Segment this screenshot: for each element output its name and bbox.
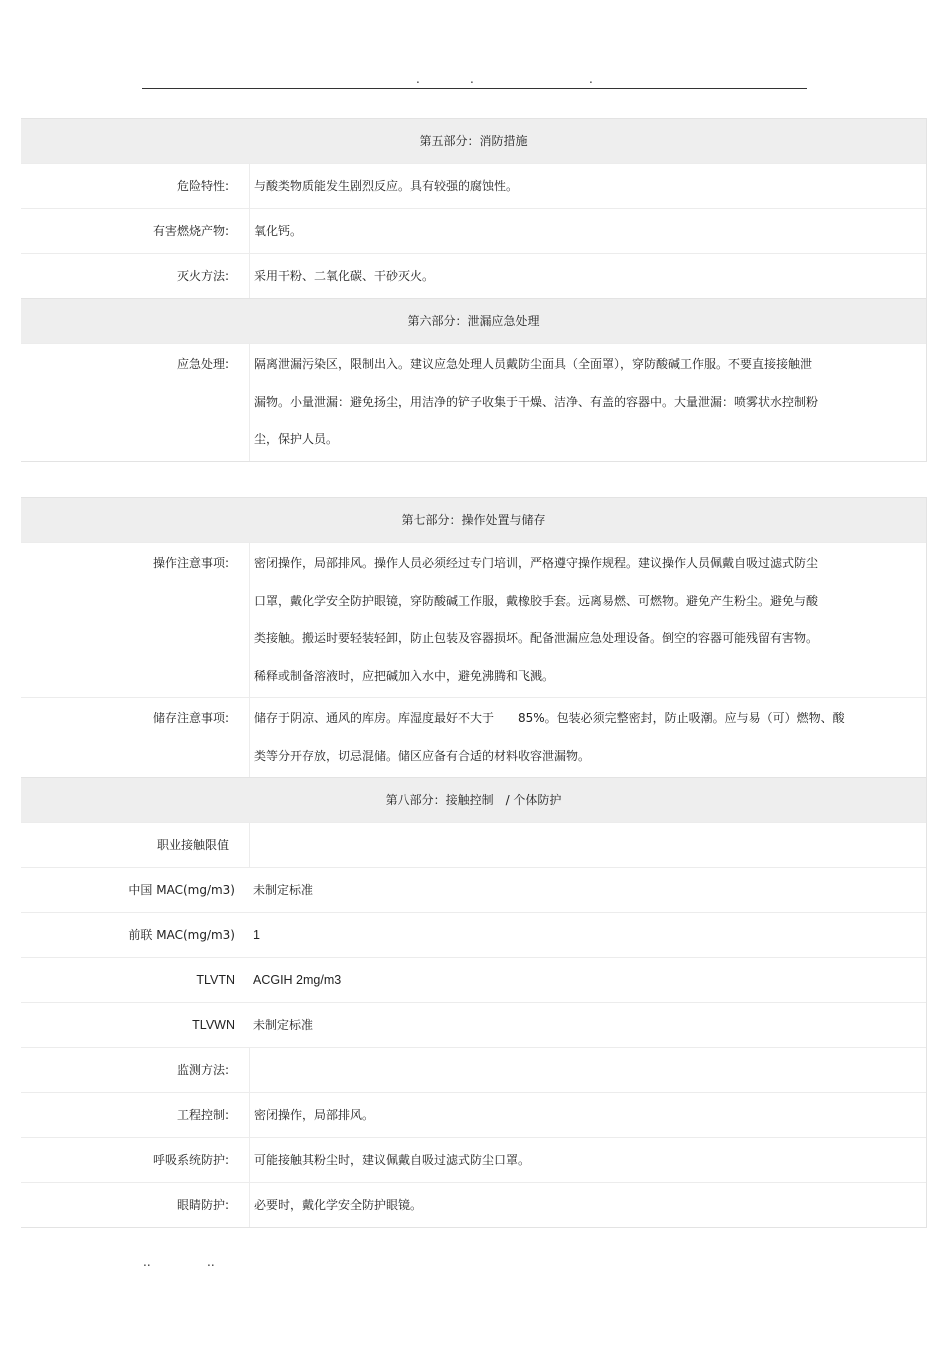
row-label: 应急处理: bbox=[176, 357, 229, 371]
table-row bbox=[21, 1047, 926, 1092]
table-row bbox=[21, 697, 926, 777]
table-row bbox=[21, 253, 926, 298]
table-row bbox=[21, 867, 926, 912]
row-label: 储存注意事项: bbox=[152, 711, 229, 725]
section-title-part7: 第七部分：操作处置与储存 bbox=[21, 497, 926, 542]
row-label: TLVTN bbox=[196, 973, 235, 987]
text-line: 类接触。搬运时要轻装轻卸，防止包装及容器损坏。配备泄漏应急处理设备。倒空的容器可能残留有害物。 bbox=[254, 631, 819, 645]
row-value: 与酸类物质能发生剧烈反应。具有较强的腐蚀性。 bbox=[249, 164, 926, 208]
table-parts-7-8 bbox=[21, 497, 927, 1228]
section-title-part5: 第五部分：消防措施 bbox=[21, 118, 926, 163]
table-row bbox=[21, 208, 926, 253]
row-label: 中国 MAC(mg/m3) bbox=[128, 883, 235, 897]
row-label: 危险特性: bbox=[176, 179, 229, 193]
footer-dots: .. bbox=[143, 1255, 151, 1269]
text-line: 密闭操作，局部排风。操作人员必须经过专门培训，严格遵守操作规程。建议操作人员佩戴自吸过滤式防尘 bbox=[254, 556, 819, 570]
row-value: 未制定标准 bbox=[253, 1018, 314, 1032]
row-label: 呼吸系统防护: bbox=[152, 1153, 229, 1167]
text-line: 尘，保护人员。 bbox=[254, 432, 339, 446]
table-row bbox=[21, 912, 926, 957]
row-label: 眼睛防护: bbox=[176, 1198, 229, 1212]
row-label: 职业接触限值 bbox=[156, 838, 229, 852]
table-row bbox=[21, 1002, 926, 1047]
section-title-part8: 第八部分：接触控制 / 个体防护 bbox=[21, 777, 926, 822]
section-title-part6: 第六部分：泄漏应急处理 bbox=[21, 298, 926, 343]
row-value: ACGIH 2mg/m3 bbox=[253, 973, 342, 987]
header-dot: . bbox=[589, 72, 593, 86]
text-line: 储存于阴凉、通风的库房。库湿度最好不大于 85%。包装必须完整密封，防止吸潮。应与易（可）燃物、酸 bbox=[254, 711, 845, 725]
table-row bbox=[21, 1182, 926, 1227]
header-rule bbox=[142, 88, 807, 89]
row-label: 有害燃烧产物: bbox=[152, 224, 229, 238]
row-value: 可能接触其粉尘时，建议佩戴自吸过滤式防尘口罩。 bbox=[249, 1138, 926, 1182]
row-value: 必要时，戴化学安全防护眼镜。 bbox=[249, 1183, 926, 1227]
row-value: 密闭操作，局部排风。 bbox=[249, 1093, 926, 1137]
row-label: TLVWN bbox=[192, 1018, 235, 1032]
row-label: 操作注意事项: bbox=[152, 556, 229, 570]
row-value: 未制定标准 bbox=[253, 883, 314, 897]
row-label: 工程控制: bbox=[176, 1108, 229, 1122]
text-line: 隔离泄漏污染区，限制出入。建议应急处理人员戴防尘面具（全面罩），穿防酸碱工作服。不要直接接触泄 bbox=[254, 357, 813, 371]
table-row bbox=[21, 822, 926, 867]
table-row bbox=[21, 163, 926, 208]
row-value bbox=[249, 823, 926, 867]
table-row bbox=[21, 343, 926, 461]
table-row bbox=[21, 1092, 926, 1137]
header-dot: . bbox=[416, 72, 420, 86]
row-value bbox=[249, 543, 926, 697]
row-value: 氧化钙。 bbox=[249, 209, 926, 253]
table-row bbox=[21, 542, 926, 697]
table-row bbox=[21, 1137, 926, 1182]
text-line: 口罩，戴化学安全防护眼镜，穿防酸碱工作服，戴橡胶手套。远离易燃、可燃物。避免产生粉尘。避免与酸 bbox=[254, 593, 819, 608]
row-value: 1 bbox=[253, 928, 260, 942]
row-label: 前联 MAC(mg/m3) bbox=[128, 928, 235, 942]
row-label: 灭火方法: bbox=[176, 269, 229, 283]
row-value bbox=[249, 344, 926, 461]
header-dot: . bbox=[470, 72, 474, 86]
row-value bbox=[249, 698, 926, 777]
text-line: 稀释或制备溶液时，应把碱加入水中，避免沸腾和飞溅。 bbox=[254, 668, 555, 683]
table-row bbox=[21, 957, 926, 1002]
row-value: 采用干粉、二氧化碳、干砂灭火。 bbox=[249, 254, 926, 298]
text-line: 漏物。小量泄漏：避免扬尘，用洁净的铲子收集于干燥、洁净、有盖的容器中。大量泄漏：喷雾状水控制粉 bbox=[254, 394, 819, 409]
table-parts-5-6 bbox=[21, 118, 927, 462]
row-label: 监测方法: bbox=[176, 1063, 229, 1077]
footer-dots: .. bbox=[207, 1255, 215, 1269]
row-value bbox=[249, 1048, 926, 1092]
text-line: 类等分开存放，切忌混储。储区应备有合适的材料收容泄漏物。 bbox=[254, 748, 591, 763]
